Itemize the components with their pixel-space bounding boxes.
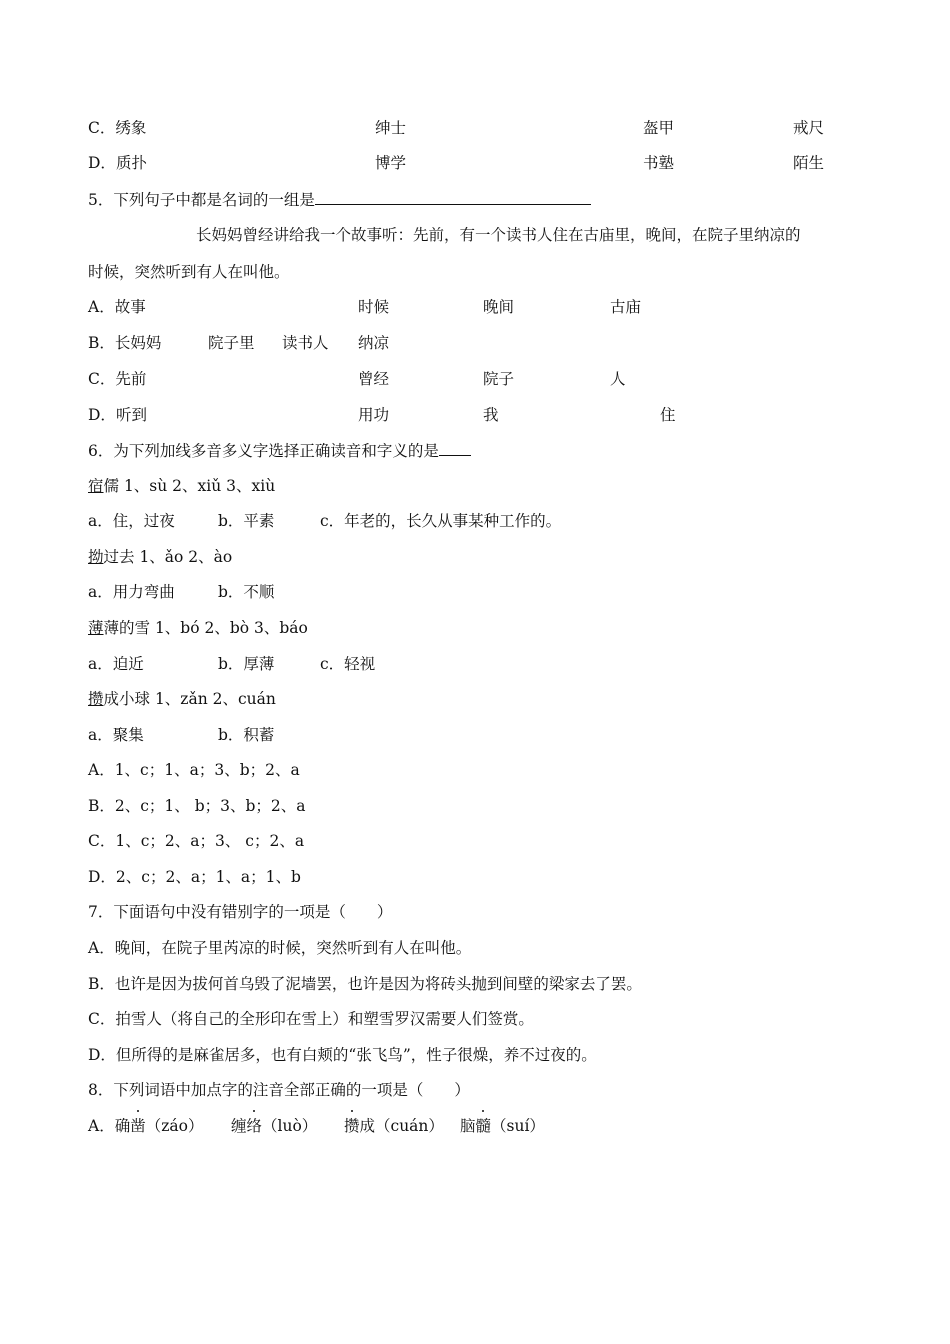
q6-option-d: D．2、c；2、a；1、a；1、b bbox=[88, 868, 301, 886]
q8-word: 确凿（záo） bbox=[114, 1117, 204, 1135]
q6-meanings-1 bbox=[88, 511, 562, 531]
underlined-char: 拗 bbox=[88, 548, 104, 566]
q4-option-d: D．质扑 博学 书塾 陌生 bbox=[88, 154, 825, 172]
q5-stem: 5．下列句子中都是名词的一组是 bbox=[88, 189, 591, 210]
meaning: b．平素 bbox=[218, 512, 275, 530]
q4-d-item: 书塾 bbox=[643, 154, 675, 172]
q5-passage: 长妈妈曾经讲给我一个故事听：先前，有一个读书人住在古庙里，晚间，在院子里纳凉的 bbox=[196, 226, 801, 244]
q5-a-item: 时候 bbox=[358, 298, 390, 316]
q6-word-3: 薄薄的雪 1、bó 2、bò 3、báo bbox=[88, 619, 308, 637]
q5-b-item: 院子里 bbox=[208, 334, 255, 352]
q7-option-d: D．但所得的是麻雀居多，也有白颊的“张飞鸟”，性子很燥，养不过夜的。 bbox=[88, 1046, 597, 1064]
q4-option-c: C．绣象 绅士 盔甲 戒尺 bbox=[88, 119, 825, 137]
meaning: a．住，过夜 bbox=[88, 512, 175, 530]
q6-word-1: 宿儒 1、sù 2、xiǔ 3、xiù bbox=[88, 477, 276, 495]
q5-option-c: C．先前 曾经 院子 人 bbox=[88, 370, 626, 388]
q5-d-item: 听到 bbox=[115, 406, 147, 424]
q8-word: 缠络（luò） bbox=[231, 1117, 318, 1135]
q5-d-item: 用功 bbox=[358, 406, 390, 424]
q8-word: 脑髓（suí） bbox=[460, 1117, 545, 1135]
meaning: c．年老的，长久从事某种工作的。 bbox=[320, 512, 562, 530]
q5-a-item: 故事 bbox=[114, 298, 146, 316]
q6-word-2: 拗过去 1、ǎo 2、ào bbox=[88, 548, 233, 566]
q5-option-b: B．长妈妈 院子里 读书人 纳凉 bbox=[88, 334, 390, 352]
q5-c-item: 人 bbox=[610, 370, 626, 388]
q5-c-item: 曾经 bbox=[358, 370, 390, 388]
q8-word: 攒成（cuán） bbox=[344, 1117, 444, 1135]
dotted-char: 髓 bbox=[475, 1117, 492, 1135]
meaning: b．不顺 bbox=[218, 583, 275, 601]
dotted-char: 凿 bbox=[130, 1117, 146, 1135]
q7-option-a: A．晚间，在院子里芮凉的时候，突然听到有人在叫他。 bbox=[88, 939, 472, 957]
dotted-char: 攒 bbox=[344, 1117, 360, 1135]
q6-meanings-4 bbox=[88, 725, 275, 745]
meaning: a．聚集 bbox=[88, 726, 144, 744]
q5-c-item: 先前 bbox=[115, 370, 147, 388]
q5-c-item: 院子 bbox=[483, 370, 515, 388]
q7-option-b: B．也许是因为拔何首乌毁了泥墙罢，也许是因为将砖头抛到间壁的梁家去了罢。 bbox=[88, 975, 642, 993]
underlined-char: 宿 bbox=[88, 477, 104, 495]
q8-option-a: A．确凿（záo） 缠络（luò） 攒成（cuán） 脑髓（suí） bbox=[88, 1117, 545, 1135]
answer-blank bbox=[315, 189, 591, 205]
q6-stem: 6．为下列加线多音多义字选择正确读音和字义的是 bbox=[88, 440, 471, 461]
answer-blank bbox=[439, 440, 471, 456]
meaning: a．迫近 bbox=[88, 655, 144, 673]
q5-option-a: A．故事 时候 晚间 古庙 bbox=[88, 298, 642, 316]
q6-word-4: 攒成小球 1、zǎn 2、cuán bbox=[88, 690, 276, 708]
q5-passage: 时候，突然听到有人在叫他。 bbox=[88, 263, 290, 281]
underlined-char: 攒 bbox=[88, 690, 104, 708]
q4-c-item: 绣象 bbox=[115, 119, 147, 137]
dotted-char: 络 bbox=[246, 1117, 263, 1135]
q5-b-item: 读书人 bbox=[282, 334, 329, 352]
q6-meanings-2 bbox=[88, 582, 275, 602]
q4-d-item: 博学 bbox=[375, 154, 407, 172]
meaning: b．厚薄 bbox=[218, 655, 275, 673]
underlined-char: 薄 bbox=[88, 619, 104, 637]
q6-option-c: C．1、c；2、a；3、 c；2、a bbox=[88, 832, 305, 850]
q5-b-item: 长妈妈 bbox=[114, 334, 162, 352]
meaning: b．积蓄 bbox=[218, 726, 275, 744]
q8-stem: 8．下列词语中加点字的注音全部正确的一项是（ ） bbox=[88, 1081, 470, 1099]
q5-a-item: 晚间 bbox=[483, 298, 515, 316]
q4-d-item: 陌生 bbox=[793, 154, 825, 172]
q6-option-b: B．2、c；1、 b；3、b；2、a bbox=[88, 797, 306, 815]
q5-d-item: 我 bbox=[483, 406, 499, 424]
q7-stem: 7．下面语句中没有错别字的一项是（ ） bbox=[88, 903, 393, 921]
q4-c-item: 绅士 bbox=[375, 119, 407, 137]
q7-option-c: C．拍雪人（将自己的全形印在雪上）和塑雪罗汉需要人们签赏。 bbox=[88, 1010, 534, 1028]
meaning: a．用力弯曲 bbox=[88, 583, 175, 601]
q5-a-item: 古庙 bbox=[610, 298, 642, 316]
q4-c-item: 戒尺 bbox=[793, 119, 825, 137]
q4-d-item: 质扑 bbox=[115, 154, 147, 172]
q6-option-a: A．1、c；1、a；3、b；2、a bbox=[88, 761, 300, 779]
q5-b-item: 纳凉 bbox=[358, 334, 390, 352]
q6-meanings-3 bbox=[88, 654, 376, 674]
q4-c-item: 盔甲 bbox=[643, 119, 675, 137]
q5-d-item: 住 bbox=[660, 406, 676, 424]
meaning: c．轻视 bbox=[320, 655, 376, 673]
q5-option-d: D．听到 用功 我 住 bbox=[88, 406, 676, 424]
